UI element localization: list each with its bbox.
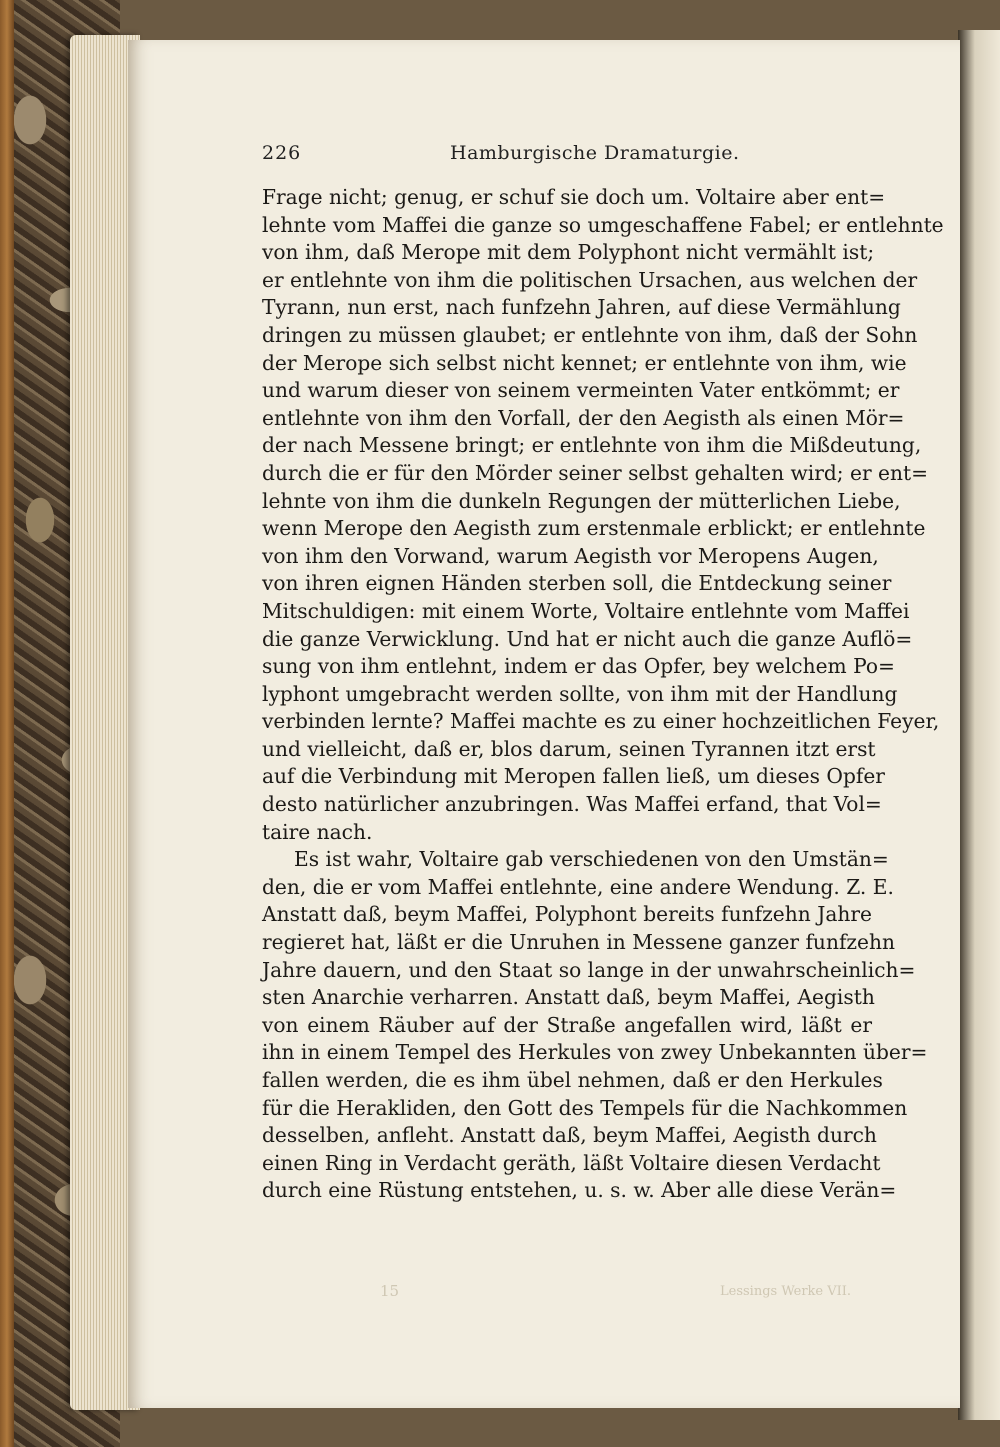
text-line: der Merope sich selbst nicht kennet; er entlehnte von ihm, wie (262, 350, 907, 375)
text-line: taire nach. (262, 819, 373, 844)
text-line: auf die Verbindung mit Meropen fallen ließ, um dieses Opfer (262, 764, 885, 789)
text-line: dringen zu müssen glaubet; er entlehnte von ihm, daß der Sohn (262, 322, 918, 347)
text-line: durch die er für den Mörder seiner selbst gehalten wird; er ent= (262, 460, 929, 485)
text-line: verbinden lernte? Maffei machte es zu einer hochzeitlichen Feyer, (262, 709, 940, 734)
running-title: Hamburgische Dramaturgie. (450, 142, 740, 164)
text-line: lehnte vom Maffei die ganze so umgeschaffene Fabel; er entlehnte (262, 212, 944, 237)
text-line: von ihren eignen Händen sterben soll, die Entdeckung seiner (262, 571, 892, 596)
text-line: von einem Räuber auf der Straße angefallen wird, läßt er (262, 1012, 872, 1037)
text-line: wenn Merope den Aegisth zum erstenmale erblickt; er entlehnte (262, 516, 926, 541)
page-number: 226 (262, 142, 302, 164)
text-line: fallen werden, die es ihm übel nehmen, daß er den Herkules (262, 1068, 883, 1092)
text-line: Frage nicht; genug, er schuf sie doch um. Voltaire aber ent= (262, 185, 886, 209)
text-line: desselben, anfleht. Anstatt daß, beym Maffei, Aegisth durch (262, 1123, 877, 1148)
text-line: den, die er vom Maffei entlehnte, eine andere Wendung. Z. E. (262, 874, 894, 899)
text-line: und vielleicht, daß er, blos darum, seinen Tyrannen itzt erst (262, 736, 876, 761)
text-line: sung von ihm entlehnt, indem er das Opfer, bey welchem Po= (262, 654, 895, 679)
text-line: lehnte von ihm die dunkeln Regungen der mütterlichen Liebe, (262, 488, 901, 513)
text-line: und warum dieser von seinem vermeinten Vater entkömmt; er (262, 378, 900, 403)
text-line: regieret hat, läßt er die Unruhen in Messene ganzer funfzehn (262, 930, 895, 955)
text-line: entlehnte von ihm den Vorfall, der den Aegisth als einen Mör= (262, 405, 905, 430)
text-line: durch eine Rüstung entstehen, u. s. w. Aber alle diese Verän= (262, 1178, 897, 1203)
text-line: der nach Messene bringt; er entlehnte von ihm die Mißdeutung, (262, 433, 922, 458)
text-line: Es ist wahr, Voltaire gab verschiedenen von den Umstän= (294, 847, 889, 872)
text-line: Tyrann, nun erst, nach funfzehn Jahren, auf diese Vermählung (262, 295, 901, 320)
text-line: für die Herakliden, den Gott des Tempels für die Nachkommen (262, 1095, 908, 1120)
paragraph (262, 846, 928, 1205)
text-line: Jahre dauern, und den Staat so lange in der unwahrscheinlich= (262, 957, 916, 982)
cover-spine-edge (0, 0, 14, 1447)
text-line: von ihm den Vorwand, warum Aegisth vor Meropens Augen, (262, 543, 879, 568)
text-line: ihn in einem Tempel des Herkules von zwey Unbekannten über= (262, 1040, 928, 1065)
text-line: Anstatt daß, beym Maffei, Polyphont bereits funfzehn Jahre (262, 902, 872, 927)
text-line: die ganze Verwicklung. Und hat er nicht auch die ganze Auflö= (262, 626, 913, 651)
text-line: sten Anarchie verharren. Anstatt daß, beym Maffei, Aegisth (262, 985, 875, 1010)
text-line: er entlehnte von ihm die politischen Ursachen, aus welchen der (262, 267, 918, 292)
text-line: einen Ring in Verdacht geräth, läßt Voltaire diesen Verdacht (262, 1150, 881, 1175)
paragraph (262, 184, 944, 846)
text-line: desto natürlicher anzubringen. Was Maffei erfand, that Vol= (262, 792, 882, 817)
text-line: lyphont umgebracht werden sollte, von ihm mit der Handlung (262, 681, 898, 706)
page-header (262, 142, 882, 172)
signature-mark: 15 (380, 1282, 400, 1300)
body-text (262, 184, 944, 1205)
text-line: von ihm, daß Merope mit dem Polyphont nicht vermählt ist; (262, 240, 875, 265)
volume-mark: Lessings Werke VII. (720, 1284, 852, 1299)
facing-page-edge (958, 30, 1000, 1420)
text-line: Mitschuldigen: mit einem Worte, Voltaire entlehnte vom Maffei (262, 598, 910, 623)
